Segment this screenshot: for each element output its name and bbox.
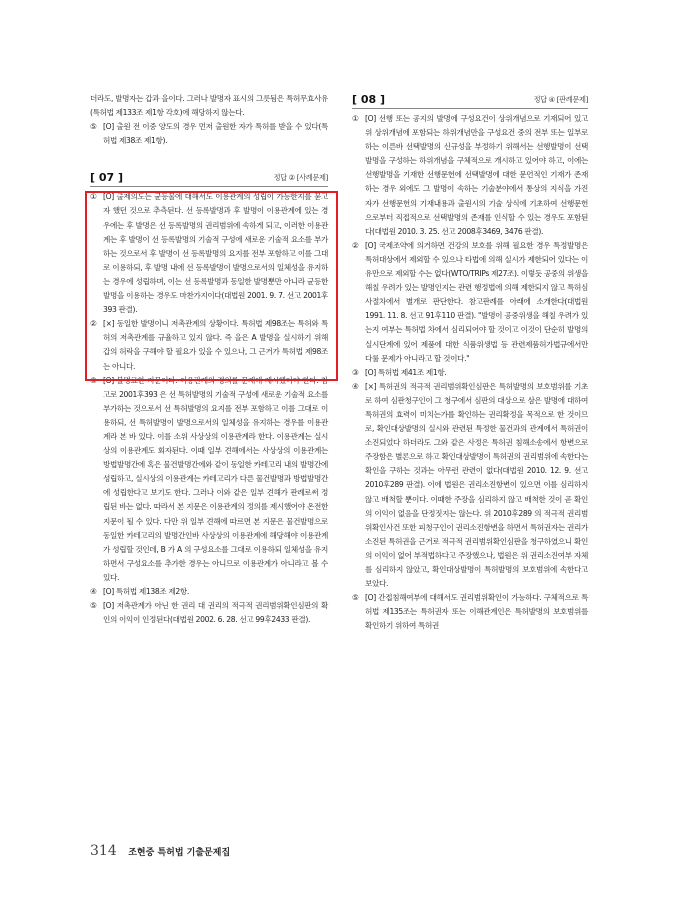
right-column bbox=[352, 92, 588, 633]
highlight-box bbox=[85, 191, 338, 381]
item-text: [O] 간접침해여부에 대해서도 권리범위확인이 가능하다. 구체적으로 특허법 제135조는 특허권자 또는 이해관계인은 특허발명의 보호범위를 확인하기 위하여 특허권 bbox=[365, 593, 588, 631]
answer-item bbox=[352, 380, 588, 591]
item-text: [O] 국제조약에 의거하면 건강의 보호를 위해 필요한 경우 특정발명은 특허대상에서 제외할 수 있으나 타법에 의해 실시가 제한되어 있다는 이유만으로 제외할 수는 없다(WTO/TRIPs 제27조). 이렇듯 공중의 위생을 해칠 우려가 있는 발명인지는 관련 행정법에 의해 제한되지 않고 특허심사절차에서 별개로 판단한다. 참고판례를 아래에 소개한다(대법원 1991. 11. 8. 선고 91후110 판결). "발명이 공중위생을 해칠 우려가 있는지 여부는 특허법 차에서 심리되어야 할 것이고 이것이 단순히 발명의 실시단계에 있어 제품에 대한 식품위생법 등 관련제품허가법규에서만 다룰 문제가 아니라고 할 것이다." bbox=[365, 240, 588, 363]
answer-label: 정답 ④ [판례문제] bbox=[533, 94, 588, 104]
item-text: [×] 동일한 발명이니 저촉관계의 상황이다. 특허법 제98조는 특허와 특허의 저촉관계를 규율하고 있지 않다. 즉 을은 A 발명을 실시하기 위해 갑의 허락을 구해야 할 필요가 있을 수 있으나, 그 근거가 특허법 제98조는 아니다. bbox=[103, 319, 328, 371]
item-text: [O] 출제의도는 균등물에 대해서도 이용관계의 성립이 가능한지를 묻고자 했던 것으로 추측된다. 선 등록발명과 후 발명이 이용관계에 있는 경우에는 후 발명은 선 등록발명의 권리범위에 속하게 되고, 이러한 이용관계는 후 발명이 선 등록발명의 기술적 구성에 새로운 기술적 요소를 부가하는 것으로서 후 발명이 선 등록발명의 요지를 전부 포함하고 이를 그대로 이용하되, 후 발명 내에 선 등록발명이 발명으로서의 일체성을 유지하는 경우에 성립하며, 이는 선 등록발명과 동일한 발명뿐만 아니라 균등한 발명을 이용하는 경우도 마찬가지이다(대법원 2001. 9. 7. 선고 2001후393 판결). bbox=[103, 192, 328, 315]
item-text: [×] 특허권의 적극적 권리범위확인심판은 특허발명의 보호범위를 기초로 하여 심판청구인이 그 청구에서 심판의 대상으로 삼은 발명에 대하여 특허권의 효력이 미치는가를 확인하는 권리확정을 목적으로 한 것이므로, 확인대상발명의 실시와 관련된 특정한 물건과의 관계에서 특허권이 소진되었다 하더라도 그와 같은 사정은 특허권 침해소송에서 항변으로 주장함은 별론으로 하고 확인대상발명이 특허권의 권리범위에 속한다는 확인을 구하는 것과는 아무런 관련이 없다(대법원 2010. 12. 9. 선고 2010후289 판결). 이에 법원은 권리소진항변이 있으면 이를 심리하지 않고 배척할 뿐이다. 이때한 주장을 심리하지 않고 배척한 것이 곧 확인의 이익이 없음을 단정짓지는 않는다. 위 2010후289 의 적극적 권리범위확인사건 또한 피청구인이 권리소진항변을 하면서 특허권자는 권리가 소진된 특허권을 근거로 적극적 권리범위확인심판을 청구하였으니 확인의 이익이 없어 부적법하다고 주장했으나, 법원은 위 권리소진여부 자체를 심리하지 않았고, 확인대상발명이 특허발명의 보호범위에 속한다고 보았다. bbox=[365, 381, 588, 589]
answer-item bbox=[352, 239, 588, 366]
item-number: ③ bbox=[90, 375, 97, 385]
item-text: [O] 특허법 제41조 제1항. bbox=[365, 367, 447, 377]
item-number: ③ bbox=[352, 367, 359, 377]
answer-item bbox=[352, 591, 588, 633]
item-number: ② bbox=[90, 319, 97, 329]
item-number: ① bbox=[352, 114, 359, 123]
answer-item bbox=[90, 374, 328, 585]
question-number: [ 07 ] bbox=[90, 171, 124, 185]
answer-item bbox=[90, 599, 328, 627]
answer-item bbox=[90, 120, 328, 148]
item-number: ② bbox=[352, 240, 359, 250]
item-text: [O] 저촉관계가 아닌 한 권리 대 권리의 적극적 권리범위확인심판의 확인의 이익이 인정된다(대법원 2002. 6. 28. 선고 99후2433 판결). bbox=[103, 601, 328, 625]
item-text: [O] 선행 또는 공지의 발명에 구성요건이 상위개념으로 기재되어 있고 위 상위개념에 포함되는 하위개념만을 구성요건 중의 전부 또는 일부로 하는 이른바 선택발명의 신규성을 부정하기 위해서는 선행발명이 선택발명을 구성하는 하위개념을 구체적으로 개시하고 있어야 하고, 이에는 선행발명을 기재한 선행문헌에 선택발명에 대한 문언적인 기재가 존재하는 경우 외에도 그 발명이 속하는 기술분야에서 통상의 지식을 가진 자가 선행문헌의 기재내용과 출원시의 기술 상식에 기초하여 선행문헌으로부터 직접적으로 선택발명의 존재를 인식할 수 있는 경우도 포함된다(대법원 2010. 3. 25. 선고 2008후3469, 3476 판결). bbox=[365, 114, 588, 236]
answer-label: 정답 ② [사례문제] bbox=[273, 173, 328, 183]
question-header-07 bbox=[90, 170, 328, 187]
question-number: [ 08 ] bbox=[352, 92, 386, 106]
item-number: ⑤ bbox=[90, 122, 97, 132]
page-footer bbox=[90, 843, 230, 859]
book-title: 조현중 특허법 기출문제집 bbox=[128, 848, 231, 858]
item-number: ⑤ bbox=[352, 593, 359, 603]
item-text: [O] 특허법 제138조 제2항. bbox=[103, 587, 189, 596]
item-text: [O] 불명료한 지문이다. 이용관계의 정의를 문제에 제시했어야 한다. 참고로 2001후393 은 선 특허발명의 기술적 구성에 새로운 기술적 요소를 부가하는 것으로서 선 특허발명의 요지를 전부 포함하고 이를 그대로 이용하되, 선 특허발명이 발명으로서의 일체성을 유지하는 경우를 이용관계라 본 바 있다. 이를 소위 사상상의 이용관계라 한다. 이용관계는 실시상의 이용관계도 회자된다. 이때 일부 견해에서는 사상상의 이용관계는 방법발명간에 혹은 물건발명간에와 같이 동일한 카테고리 내의 발명간에 성립하고, 실시상의 이용관계는 카테고리가 다른 물건발명과 방법발명간에 성립한다고 보기도 한다. 그러나 이와 같은 일부 견해가 판례로써 정립된 바는 없다. 따라서 본 지문은 이용관계의 정의를 제시했어야 온전한 지문이 될 수 있다. 다만 위 일부 견해에 따르면 본 지문은 물건발명으로 동일한 카테고리의 발명간인바 사상상의 이용관계에 해당해야 이용관계가 성립할 것인데, B 가 A 의 구성요소를 그대로 이용하되 일체성을 유지하면서 구성요소를 추가한 경우는 아니므로 이용관계가 아니라고 볼 수 있다. bbox=[103, 375, 328, 582]
page-number: 314 bbox=[90, 843, 117, 859]
question-header-08 bbox=[352, 92, 588, 109]
item-number: ⑤ bbox=[90, 601, 97, 611]
item-number: ④ bbox=[90, 587, 97, 596]
answer-item bbox=[352, 366, 588, 380]
item-number: ④ bbox=[352, 381, 359, 391]
item-text: [O] 출원 전 이중 양도의 경우 먼저 출원한 자가 특허를 받을 수 있다(특허법 제38조 제1항). bbox=[103, 122, 328, 146]
intro-paragraph: 더라도, 발명자는 갑과 을이다. 그러나 발명자 표시의 그릇됨은 특허무효사유(특허법 제133조 제1항 각호)에 해당하지 않는다. bbox=[90, 94, 328, 118]
item-number: ① bbox=[90, 192, 97, 202]
answer-item bbox=[90, 585, 328, 599]
answer-item bbox=[352, 112, 588, 239]
